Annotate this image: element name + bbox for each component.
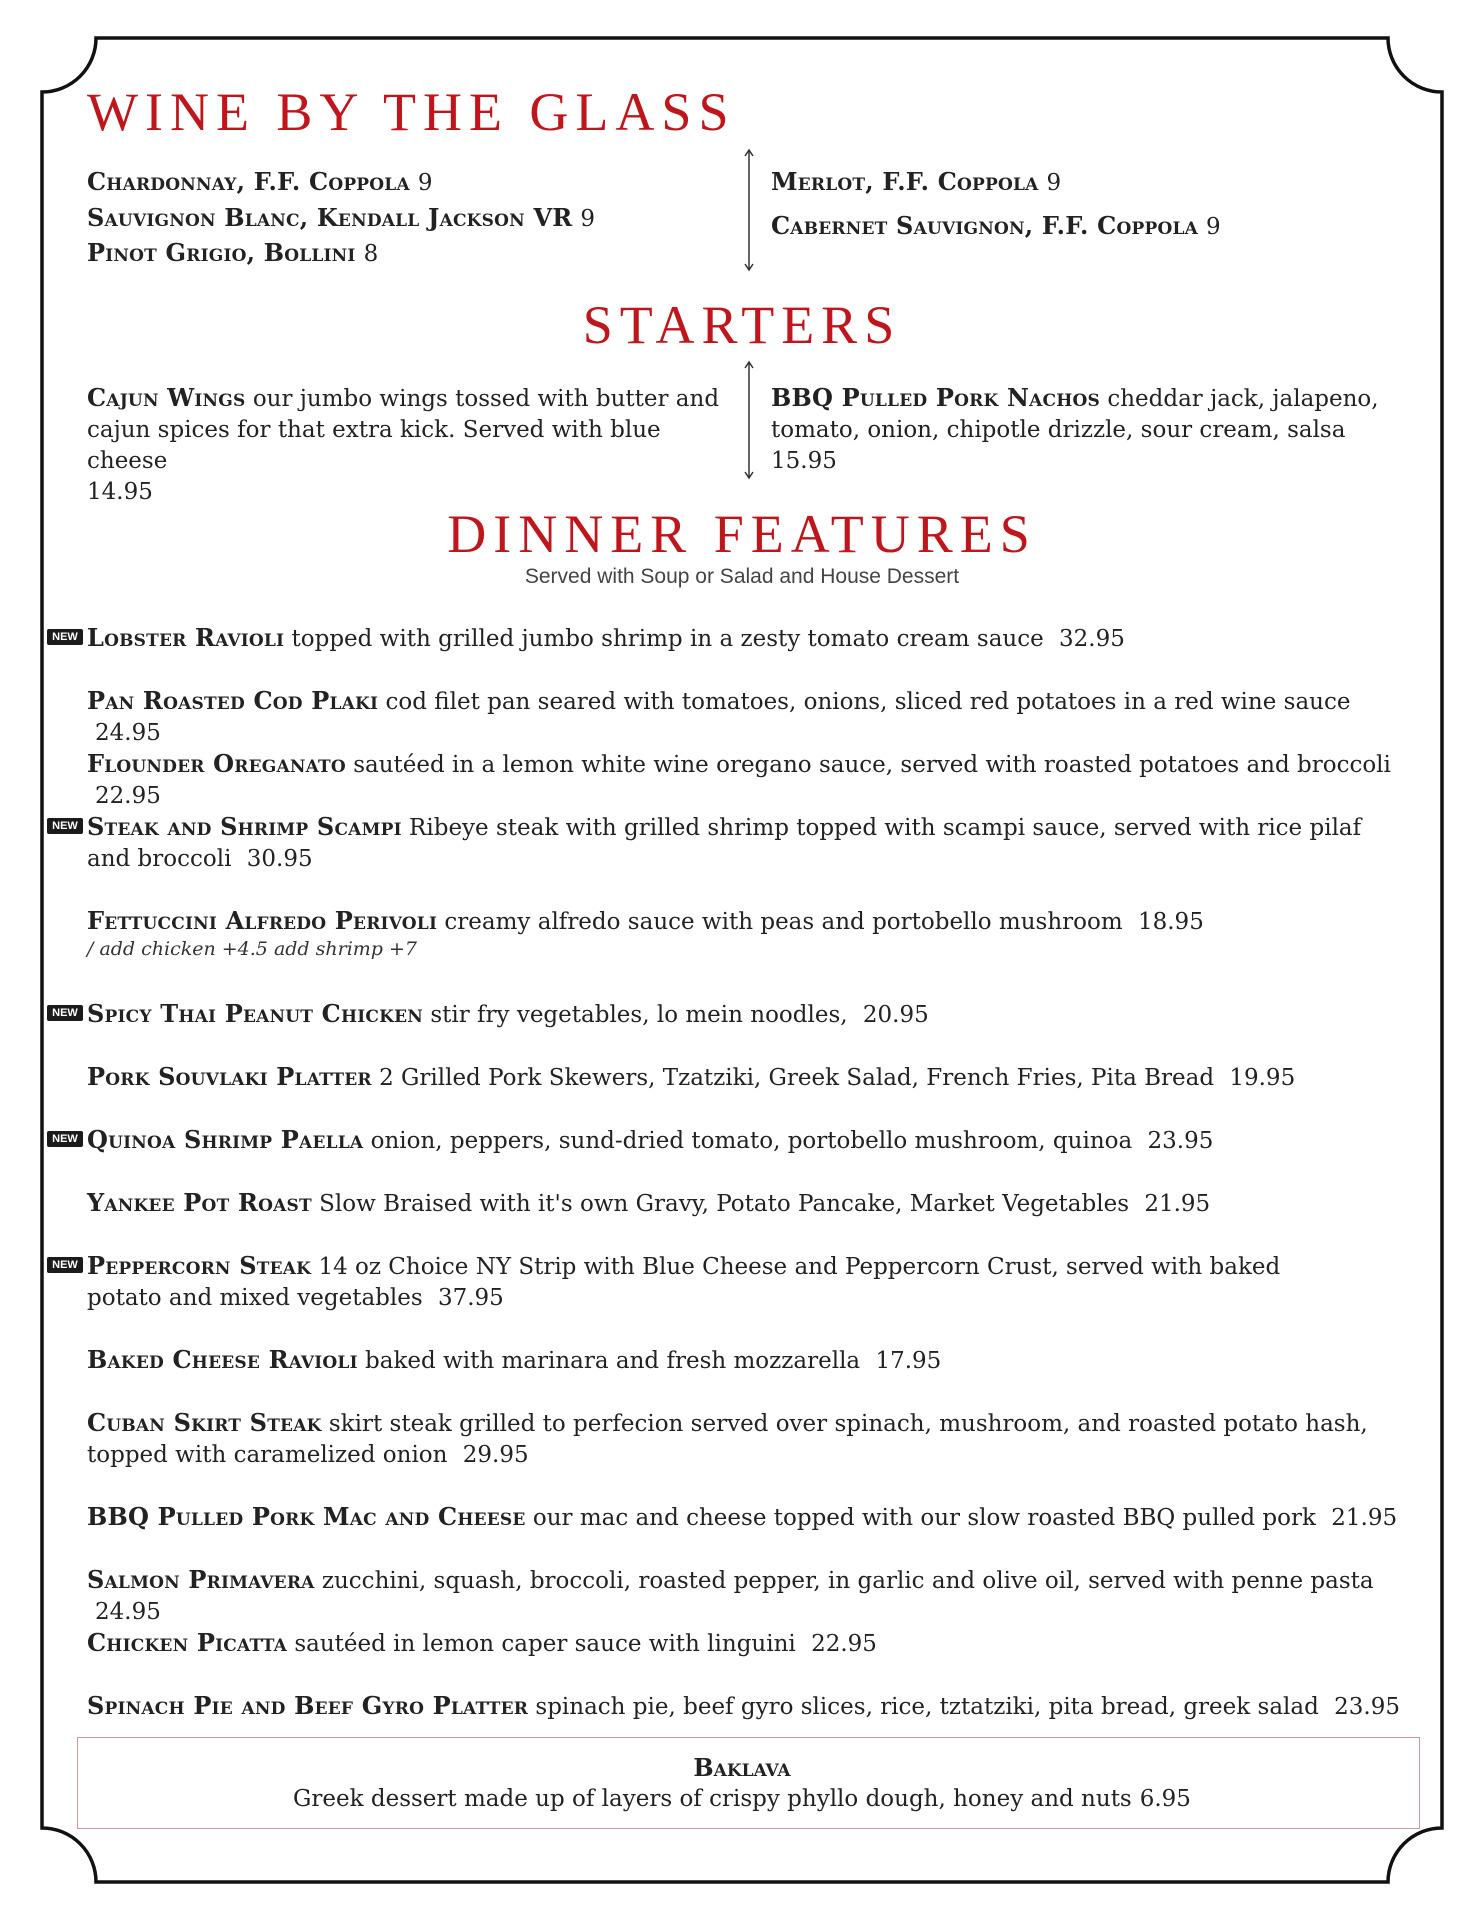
dinner-item [87,1407,1397,1471]
dish-name: Salmon Primavera [87,1565,315,1594]
dish-name: Spinach Pie and Beef Gyro Platter [87,1691,529,1720]
dish-name: Baked Cheese Ravioli [87,1345,358,1374]
dish-price: 24.95 [95,1599,161,1625]
wine-name: Pinot Grigio, Bollini [87,238,356,267]
dinner-item [87,1250,1357,1314]
dish-price: 30.95 [246,846,313,872]
dish-name: Cuban Skirt Steak [87,1408,322,1437]
wine-name: Cabernet Sauvignon, F.F. Coppola [771,211,1198,240]
dinner-item [87,622,1417,655]
dinner-item [87,748,1427,812]
dinner-item [87,905,1417,938]
starters-heading: STARTERS [582,295,902,355]
starter-item [771,382,1391,477]
dinner-heading: DINNER FEATURES [447,504,1037,564]
dish-name: Fettuccini Alfredo Perivoli [87,906,438,935]
dessert-desc [0,1786,1484,1812]
wine-price: 9 [1206,214,1221,240]
dish-name: Pan Roasted Cod Plaki [87,686,379,715]
dish-name: Flounder Oreganato [87,749,346,778]
wine-name: Chardonnay, F.F. Coppola [87,167,410,196]
dish-desc: baked with marinara and fresh mozzarella [365,1348,861,1374]
new-badge: NEW [47,1005,83,1021]
dish-name: Spicy Thai Peanut Chicken [87,999,423,1028]
dish-price: 29.95 [462,1442,529,1468]
dish-price: 21.95 [1331,1505,1398,1531]
dish-price: 32.95 [1059,626,1125,652]
dish-name: BBQ Pulled Pork Mac and Cheese [87,1502,526,1531]
dish-name: Yankee Pot Roast [87,1188,312,1217]
wine-item [771,210,1221,243]
new-badge: NEW [47,1257,83,1273]
dish-price: 21.95 [1144,1191,1211,1217]
dish-desc: onion, peppers, sund-dried tomato, portobello mushroom, quinoa [370,1128,1133,1154]
column-divider [742,360,756,480]
column-divider [742,148,756,272]
dish-price: 37.95 [437,1285,504,1311]
dinner-subtitle: Served with Soup or Salad and House Dessert [524,565,960,588]
wine-price: 9 [1046,170,1062,196]
wine-item [87,202,595,235]
starter-desc: our jumbo wings tossed with butter and cajun spices for that extra kick. Served with blue cheese [87,386,720,474]
dish-desc: Slow Braised with it's own Gravy, Potato Pancake, Market Vegetables [319,1191,1129,1217]
wine-name: Merlot, F.F. Coppola [771,167,1039,196]
dish-desc: zucchini, squash, broccoli, roasted pepper, in garlic and olive oil, served with penne pasta [321,1568,1374,1594]
dish-name: Chicken Picatta [87,1628,288,1657]
dish-desc: Ribeye steak with grilled shrimp topped with scampi sauce, served with rice pilaf and broccoli [87,815,1362,872]
dessert-desc-text: Greek dessert made up of layers of crispy phyllo dough, honey and nuts [293,1786,1132,1812]
dish-desc: creamy alfredo sauce with peas and portobello mushroom [444,909,1123,935]
wine-price: 9 [580,206,596,232]
dessert-name: Baklava [693,1753,791,1782]
dish-name: Steak and Shrimp Scampi [87,812,402,841]
starter-name: Cajun Wings [87,383,246,412]
dinner-item [87,1061,1417,1094]
dessert-box [77,1737,1420,1829]
dinner-item [87,1627,1417,1660]
dinner-item [87,1187,1417,1220]
dish-price: 22.95 [95,783,161,809]
dinner-item [87,998,1417,1031]
dish-desc: 14 oz Choice NY Strip with Blue Cheese and Peppercorn Crust, served with baked potato and mixed vegetables [87,1254,1281,1311]
starter-price: 15.95 [771,448,837,474]
dish-desc: skirt steak grilled to perfecion served over spinach, mushroom, and roasted potato hash, topped with caramelized onion [87,1411,1368,1468]
dish-desc: spinach pie, beef gyro slices, rice, tztatziki, pita bread, greek salad [535,1694,1319,1720]
dish-name: Pork Souvlaki Platter [87,1062,372,1091]
dish-desc: 2 Grilled Pork Skewers, Tzatziki, Greek Salad, French Fries, Pita Bread [379,1065,1215,1091]
starter-price: 14.95 [87,479,153,505]
dish-desc: stir fry vegetables, lo mein noodles, [430,1002,848,1028]
new-badge: NEW [47,1131,83,1147]
new-badge: NEW [47,629,83,645]
dinner-item [87,685,1417,749]
wine-item [87,237,378,270]
dinner-item [87,811,1367,875]
dish-desc: sautéed in a lemon white wine oregano sauce, served with roasted potatoes and broccoli [353,752,1391,778]
wine-name: Sauvignon Blanc, Kendall Jackson VR [87,203,573,232]
dinner-item [87,1564,1427,1628]
wine-price: 8 [363,241,379,267]
dish-desc: our mac and cheese topped with our slow roasted BBQ pulled pork [532,1505,1316,1531]
dinner-item [87,1344,1417,1377]
wine-item [771,166,1061,199]
dinner-item [87,1690,1427,1723]
dish-desc: topped with grilled jumbo shrimp in a zesty tomato cream sauce [291,626,1044,652]
dish-price: 22.95 [811,1631,877,1657]
dish-name: Quinoa Shrimp Paella [87,1125,364,1154]
dish-name: Lobster Ravioli [87,623,285,652]
dish-price: 18.95 [1137,909,1204,935]
dish-price: 23.95 [1147,1128,1214,1154]
dish-price: 23.95 [1334,1694,1400,1720]
dish-desc: cod filet pan seared with tomatoes, onions, sliced red potatoes in a red wine sauce [385,689,1351,715]
dish-desc: sautéed in lemon caper sauce with linguini [294,1631,796,1657]
dish-price: 20.95 [862,1002,929,1028]
wine-price: 9 [417,170,433,196]
dessert-price: 6.95 [1139,1786,1191,1812]
starter-desc: cheddar jack, jalapeno, tomato, onion, chipotle drizzle, sour cream, salsa [771,386,1379,443]
starter-name: BBQ Pulled Pork Nachos [771,383,1100,412]
dish-price: 17.95 [875,1348,942,1374]
dish-addon: / add chicken +4.5 add shrimp +7 [87,938,418,960]
starter-item [87,382,727,508]
dish-price: 24.95 [95,720,161,746]
dish-name: Peppercorn Steak [87,1251,312,1280]
wine-heading: WINE BY THE GLASS [87,82,736,142]
dinner-item [87,1124,1417,1157]
new-badge: NEW [47,818,83,834]
dinner-item [87,1501,1417,1534]
dish-price: 19.95 [1229,1065,1296,1091]
wine-item [87,166,433,199]
